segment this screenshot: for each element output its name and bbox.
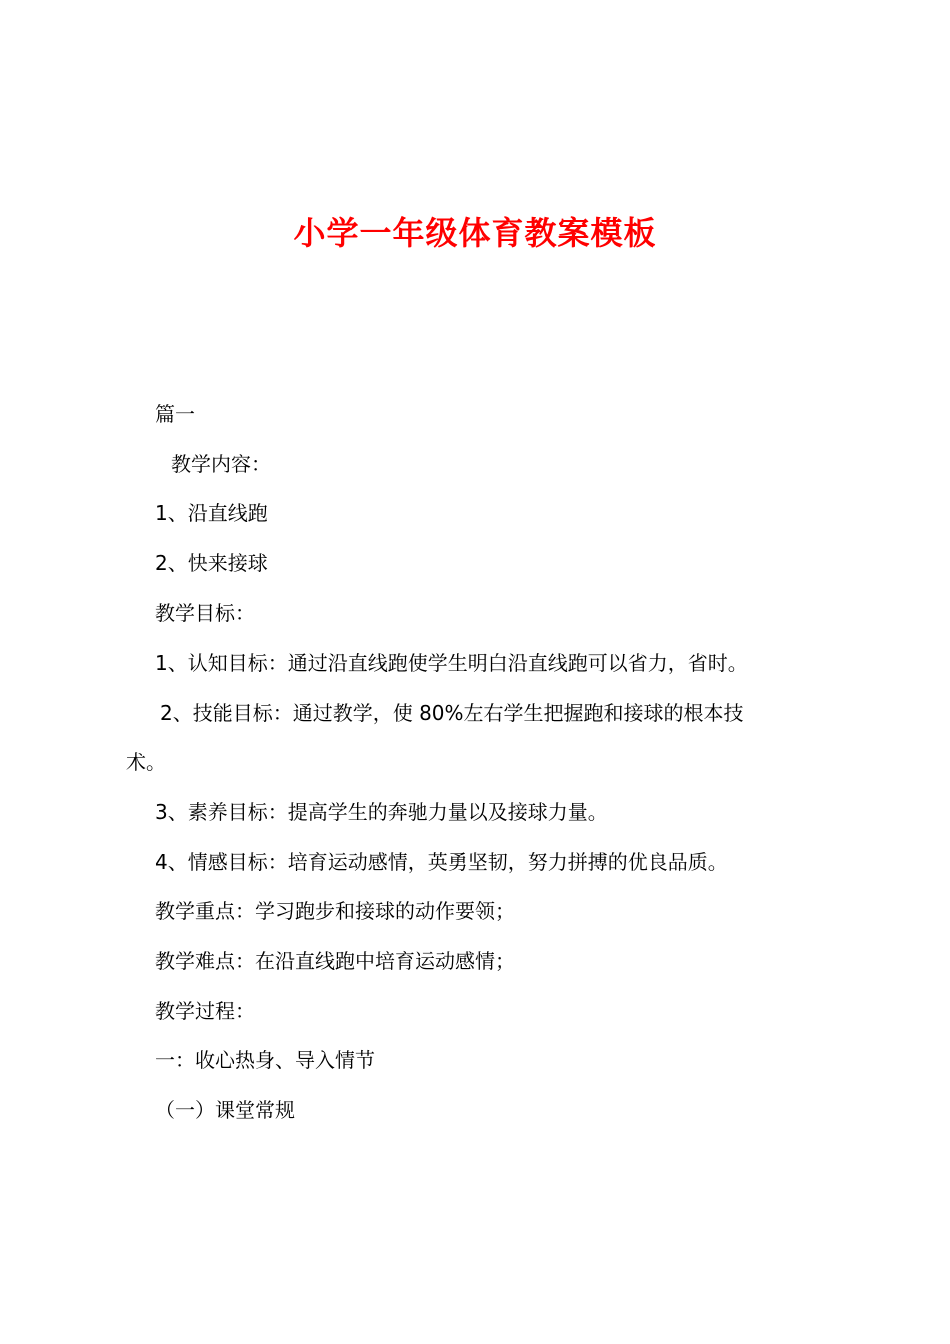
paragraph-line: 教学难点：在沿直线跑中培育运动感情；: [155, 949, 515, 973]
paragraph-line: 2、快来接球: [155, 551, 268, 575]
paragraph-line: 4、情感目标：培育运动感情，英勇坚韧，努力拼搏的优良品质。: [155, 850, 728, 874]
section-heading: 篇一: [155, 402, 195, 426]
paragraph-line: 一：收心热身、导入情节: [155, 1048, 375, 1072]
document-title: 小学一年级体育教案模板: [293, 214, 657, 252]
paragraph-line: （一）课堂常规: [155, 1098, 295, 1122]
paragraph-line: 教学过程：: [155, 999, 255, 1023]
paragraph-line: 术。: [126, 750, 166, 774]
paragraph-line: 教学目标：: [155, 601, 255, 625]
paragraph-line: 教学重点：学习跑步和接球的动作要领；: [155, 899, 515, 923]
paragraph-line: 3、素养目标：提高学生的奔驰力量以及接球力量。: [155, 800, 608, 824]
paragraph-line: 教学内容：: [171, 452, 271, 476]
paragraph-line: 1、认知目标：通过沿直线跑使学生明白沿直线跑可以省力，省时。: [155, 651, 748, 675]
paragraph-line: 1、沿直线跑: [155, 501, 268, 525]
paragraph-line: 2、技能目标：通过教学，使 80%左右学生把握跑和接球的根本技: [160, 701, 744, 725]
